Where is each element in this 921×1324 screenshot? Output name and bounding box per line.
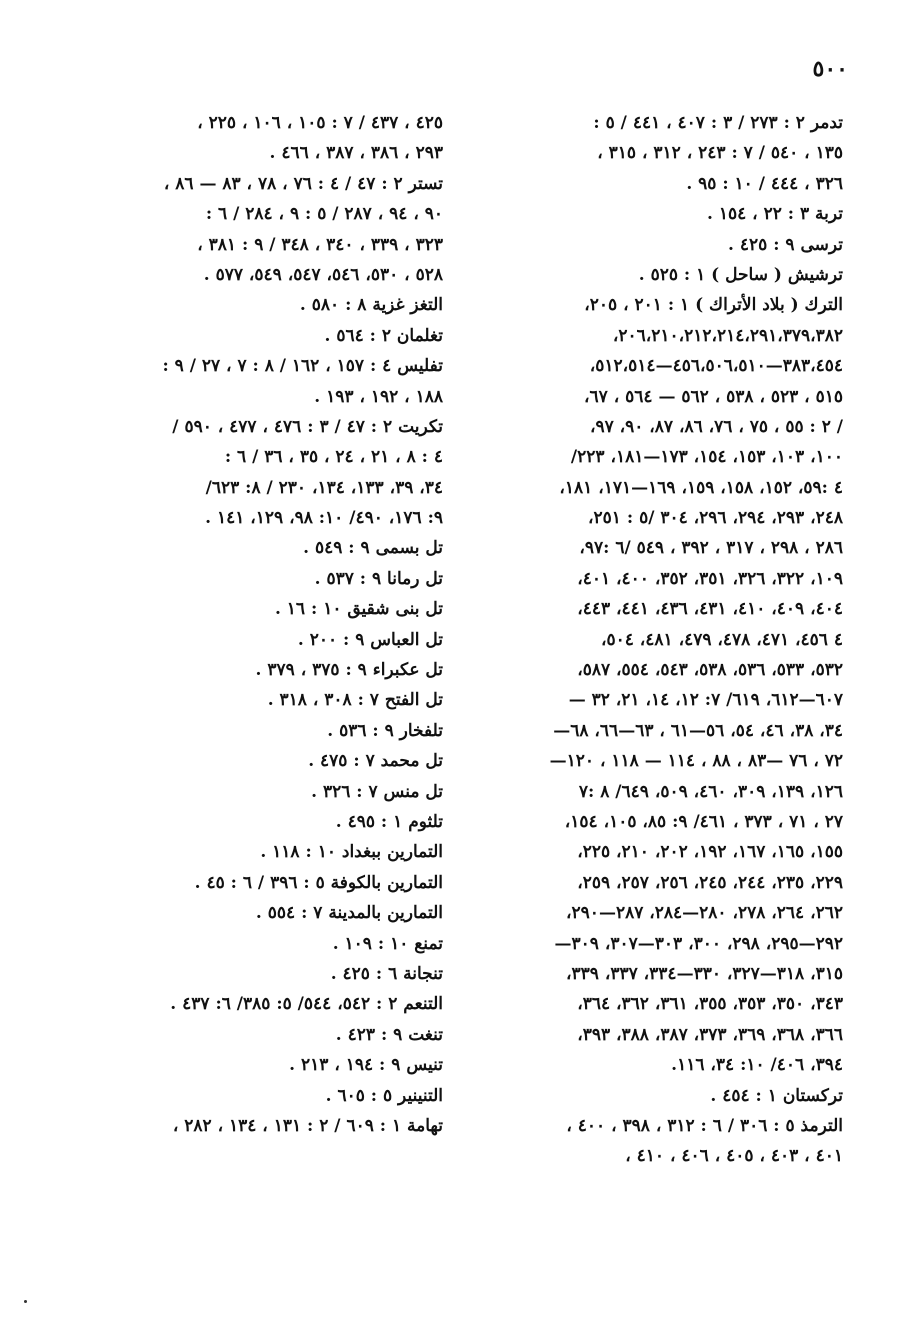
index-line: تل منس ٧ : ٣٢٦ . bbox=[311, 781, 443, 802]
index-line: ٣٨٣،٤٥٤—٤٥٦،٥٠٦،٥١٠—٥١٢،٥١٤، bbox=[589, 356, 843, 377]
index-line: ٤ :٥٩، ١٥٢، ١٥٨، ١٥٩، ١٦٩—١٧١، ١٨١، bbox=[559, 477, 843, 498]
index-line: ٢٤٨، ٢٩٣، ٢٩٤، ٢٩٦، ٣٠٤ /٥ : ٢٥١، bbox=[588, 508, 843, 529]
index-line: تل الفتح ٧ : ٣٠٨ ، ٣١٨ . bbox=[267, 690, 443, 711]
index-line: ٢٢٩، ٢٣٥، ٢٤٤، ٢٤٥، ٢٥٦، ٢٥٧، ٢٥٩، bbox=[577, 872, 843, 893]
index-line: تهامة ١ : ٦٠٩ / ٢ : ١٣١ ، ١٣٤ ، ٢٨٢ ، bbox=[172, 1115, 443, 1136]
index-line: ٣١٥، ٣١٨—٣٢٧، ٣٣٠—٣٣٤، ٣٣٧، ٣٣٩، bbox=[566, 963, 843, 984]
index-line: ترسى ٩ : ٤٢٥ . bbox=[728, 234, 843, 255]
index-line: تل رمانا ٩ : ٥٣٧ . bbox=[314, 568, 443, 589]
index-line: الترمذ ٥ : ٣٠٦ / ٦ : ٣١٢ ، ٣٩٨ ، ٤٠٠ ، bbox=[566, 1115, 843, 1136]
index-line: تل بنى شقيق ١٠ : ١٦ . bbox=[274, 599, 443, 620]
index-line: تكريت ٢ : ٤٧ / ٣ : ٤٧٦ ، ٤٧٧ ، ٥٩٠ / bbox=[172, 416, 443, 437]
index-line: تدمر ٢ : ٢٧٣ / ٣ : ٤٠٧ ، ٤٤١ / ٥ : bbox=[593, 113, 843, 133]
index-line: ١٢٦، ١٣٩، ٣٠٩، ٤٦٠، ٥٠٩، ٦٤٩/ ٨ :٧ bbox=[578, 781, 843, 802]
page-number: ٥٠٠ bbox=[812, 56, 848, 82]
index-line: تل محمد ٧ : ٤٧٥ . bbox=[308, 751, 443, 772]
index-line: ١٨٨ ، ١٩٢ ، ١٩٣ . bbox=[314, 386, 443, 407]
scan-speck bbox=[24, 1300, 27, 1303]
index-line: ترشيش ( ساحل ) ١ : ٥٢٥ . bbox=[638, 264, 843, 285]
index-line: تركستان ١ : ٤٥٤ . bbox=[710, 1085, 843, 1106]
index-line: ٢٧ ، ٧١ ، ٣٧٣ ، ٤٦١/ ٩: ٨٥، ١٠٥، ١٥٤، bbox=[564, 811, 843, 832]
index-line: تفليس ٤ : ١٥٧ ، ١٦٢ / ٨ : ٧ ، ٢٧ / ٩ : bbox=[162, 356, 443, 377]
index-line: ٣٤، ٣٨، ٤٦، ٥٤، ٥٦—٦١ ، ٦٣—٦٦، ٦٨— bbox=[553, 720, 843, 741]
index-line: تستر ٢ : ٤٧ / ٤ : ٧٦ ، ٧٨ ، ٨٣ — ٨٦ ، bbox=[163, 173, 443, 194]
right-column bbox=[468, 108, 843, 1172]
index-line: ٦٠٧—٦١٢، ٦١٩/ ٧: ١٢، ١٤، ٢١، ٣٢ — bbox=[568, 690, 843, 711]
index-line: ٤٠٤، ٤٠٩، ٤١٠، ٤٣١، ٤٣٦، ٤٤١، ٤٤٣، bbox=[577, 599, 843, 620]
index-line: ٣٤٣، ٣٥٠، ٣٥٣، ٣٥٥، ٣٦١، ٣٦٢، ٣٦٤، bbox=[577, 994, 843, 1015]
index-line: تربة ٣ : ٢٢ ، ١٥٤ . bbox=[707, 204, 843, 225]
index-line: التمارين ببغداد ١٠ : ١١٨ . bbox=[260, 842, 443, 863]
index-line: ٩: ١٧٦، ٤٩٠/ ١٠: ٩٨، ١٢٩، ١٤١ . bbox=[205, 508, 443, 529]
index-line: ٥٣٢، ٥٣٣، ٥٣٦، ٥٣٨، ٥٤٣، ٥٥٤، ٥٨٧، bbox=[577, 660, 843, 681]
index-line: ٢٩٣ ، ٣٨٦ ، ٣٨٧ ، ٤٦٦ . bbox=[269, 143, 443, 164]
index-line: ١٣٥ ، ٥٤٠ / ٧ : ٢٤٣ ، ٣١٢ ، ٣١٥ ، bbox=[597, 143, 843, 164]
index-line: ٣٤، ٣٩، ١٣٣، ١٣٤، ٢٣٠ / ٨: ٦٢٣/ bbox=[205, 477, 443, 498]
index-line: ١٠٩، ٣٢٢، ٣٢٦، ٣٥١، ٣٥٢، ٤٠٠، ٤٠١، bbox=[577, 568, 843, 589]
index-line: ٥٢٨ ، ٥٣٠، ٥٤٦، ٥٤٧، ٥٤٩، ٥٧٧ . bbox=[203, 264, 443, 285]
index-line: تل عكبراء ٩ : ٣٧٥ ، ٣٧٩ . bbox=[255, 660, 443, 681]
index-line: ١٥٥، ١٦٥، ١٦٧، ١٩٢، ٢٠٢، ٢١٠، ٢٢٥، bbox=[577, 842, 843, 863]
index-line: الترك ( بلاد الأتراك ) ١ : ٢٠١ ، ٢٠٥، bbox=[584, 295, 843, 316]
index-line: تنيس ٩ : ١٩٤ ، ٢١٣ . bbox=[289, 1055, 443, 1076]
index-line: تغلمان ٢ : ٥٦٤ . bbox=[324, 325, 443, 346]
index-line: ٣٦٦، ٣٦٨، ٣٦٩، ٣٧٣، ٣٨٧، ٣٨٨، ٣٩٣، bbox=[577, 1024, 843, 1045]
index-line: ٤٠١ ، ٤٠٣ ، ٤٠٥ ، ٤٠٦ ، ٤١٠ ، bbox=[625, 1146, 843, 1167]
index-line: تل العباس ٩ : ٢٠٠ . bbox=[297, 629, 443, 650]
index-line: ٣٢٣ ، ٣٣٩ ، ٣٤٠ ، ٣٤٨ / ٩ : ٣٨١ ، bbox=[197, 234, 443, 255]
index-line: التنينير ٥ : ٦٠٥ . bbox=[325, 1085, 443, 1106]
index-line: التمارين بالمدينة ٧ : ٥٥٤ . bbox=[255, 903, 443, 924]
index-line: التمارين بالكوفة ٥ : ٣٩٦ / ٦ : ٤٥ . bbox=[194, 872, 443, 893]
index-line: تمنع ١٠ : ١٠٩ . bbox=[332, 933, 443, 954]
index-line: تلفخار ٩ : ٥٣٦ . bbox=[327, 720, 443, 741]
index-line: التغز غزية ٨ : ٥٨٠ . bbox=[299, 295, 443, 316]
left-column bbox=[81, 108, 443, 1141]
index-line: ٣٢٦ ، ٤٤٤ / ١٠ : ٩٥ . bbox=[686, 173, 843, 194]
index-line: تل بسمى ٩ : ٥٤٩ . bbox=[303, 538, 443, 559]
index-line: ٢٠٦،٢١٠،٢١٢،٢١٤،٢٩١،٣٧٩،٣٨٢، bbox=[612, 325, 843, 346]
index-line: ٢٦٢، ٢٦٤، ٢٧٨، ٢٨٠—٢٨٤، ٢٨٧—٢٩٠، bbox=[566, 903, 843, 924]
index-line: ٩٠ ، ٩٤ ، ٢٨٧ / ٥ : ٩ ، ٢٨٤ / ٦ : bbox=[205, 204, 443, 225]
index-line: ٧٢ ، ٧٦ —٨٣ ، ٨٨ ، ١١٤ — ١١٨ ، ١٢٠— bbox=[549, 751, 843, 772]
index-line: تنغت ٩ : ٤٢٣ . bbox=[335, 1024, 443, 1045]
index-line: ٢٨٦ ، ٢٩٨ ، ٣١٧ ، ٣٩٢ ، ٥٤٩ /٦ :٩٧، bbox=[579, 538, 843, 559]
index-line: التنعم ٢ : ٥٤٢، ٥٤٤/ ٥: ٣٨٥/ ٦: ٤٣٧ . bbox=[170, 994, 443, 1015]
index-line: ٤ ٤٥٦، ٤٧١، ٤٧٨، ٤٧٩، ٤٨١، ٥٠٤، bbox=[600, 629, 843, 650]
index-line: ٥١٥ ، ٥٢٣ ، ٥٣٨ ، ٥٦٢ — ٥٦٤ ، ٦٧، bbox=[584, 386, 843, 407]
index-line: ٢٩٢—٢٩٥، ٢٩٨، ٣٠٠، ٣٠٣—٣٠٧، ٣٠٩— bbox=[554, 933, 843, 954]
index-line: ٤٢٥ ، ٤٣٧ / ٧ : ١٠٥ ، ١٠٦ ، ٢٢٥ ، bbox=[197, 113, 443, 133]
index-line: ١٠٠، ١٠٣، ١٥٣، ١٥٤، ١٧٣—١٨١، ٢٢٣/ bbox=[570, 447, 843, 468]
index-line: تنجانة ٦ : ٤٢٥ . bbox=[330, 963, 443, 984]
index-line: ٣٩٤، ٤٠٦/ ١٠: ٣٤، ١١٦. bbox=[671, 1055, 843, 1076]
index-line: تلثوم ١ : ٤٩٥ . bbox=[335, 811, 443, 832]
index-line: / ٢ : ٥٥ ، ٧٥ ، ٧٦، ٨٦، ٨٧، ٩٠، ٩٧، bbox=[589, 416, 843, 437]
index-line: ٤ : ٨ ، ٢١ ، ٢٤ ، ٣٥ ، ٣٦ / ٦ : bbox=[224, 447, 443, 468]
